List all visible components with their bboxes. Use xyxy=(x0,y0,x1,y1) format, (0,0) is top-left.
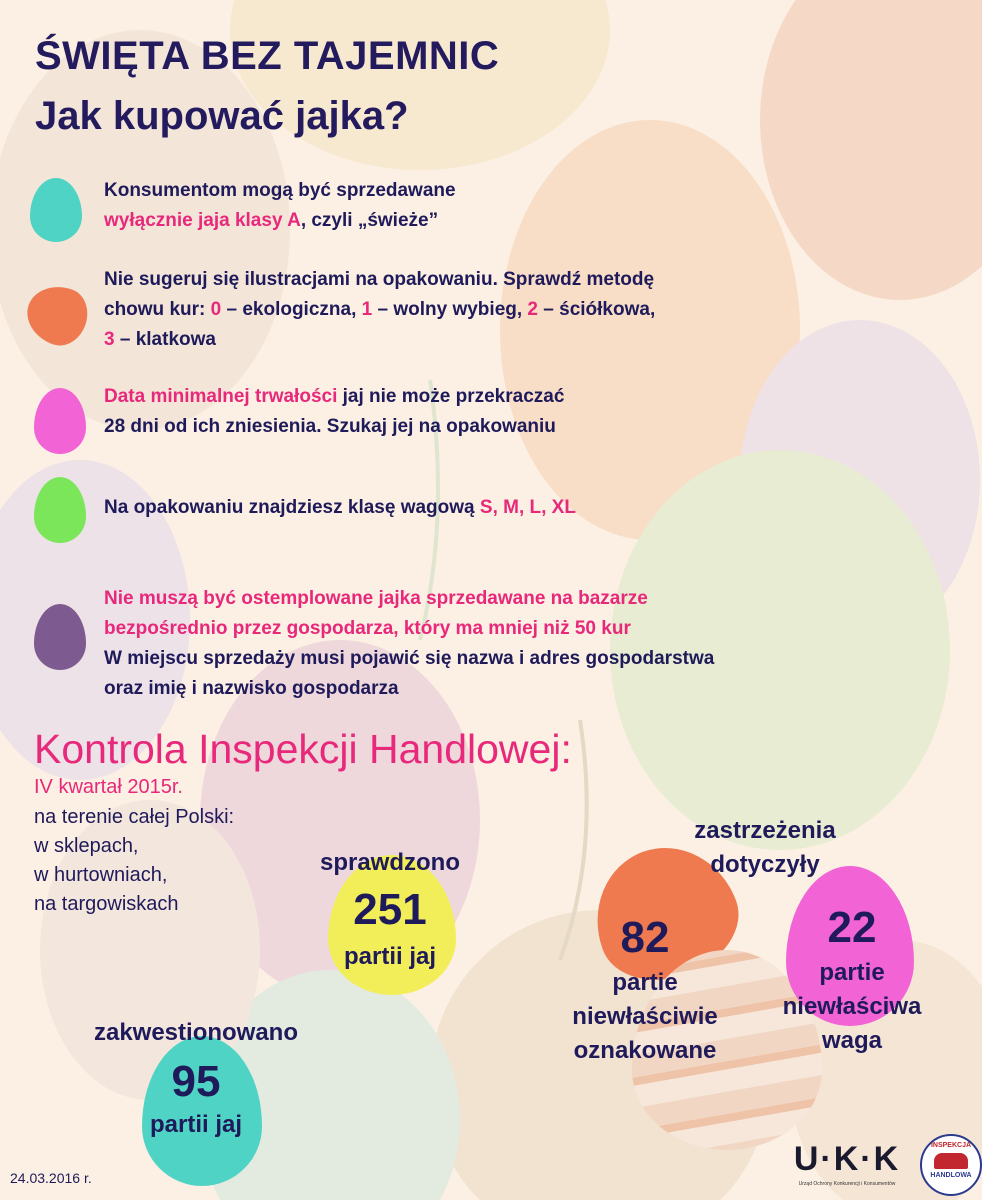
stat-questioned-label: zakwestionowano xyxy=(93,1019,299,1046)
point-5-line-2: bezpośrednio przez gospodarza, który ma mniej niż 50 kur xyxy=(104,618,631,639)
uokik-logo xyxy=(786,1140,908,1190)
publication-date: 24.03.2016 r. xyxy=(10,1170,92,1186)
stat-questioned xyxy=(56,1018,336,1140)
point-5-line-3: W miejscu sprzedaży musi pojawić się nazwa i adres gospodarstwa xyxy=(104,648,715,669)
stat-checked-value: 251 xyxy=(353,885,427,934)
stat-weight-unit: niewłaściwa xyxy=(782,993,922,1020)
stat-mislabeled xyxy=(520,912,770,1066)
region-line: w hurtowniach, xyxy=(34,864,168,886)
code-2: 2 xyxy=(527,299,538,320)
point-2-line-1: Nie sugeruj się ilustracjami na opakowaniu. Sprawdź metodę xyxy=(104,269,655,290)
point-1-line-2 xyxy=(104,206,456,236)
point-farming-method xyxy=(104,265,655,355)
point-3-line-1 xyxy=(104,382,564,412)
stat-mislabeled-value: 82 xyxy=(620,913,670,962)
point-5-line-1: Nie muszą być ostemplowane jajka sprzedawane na bazarze xyxy=(104,588,648,609)
stat-weight-unit: partie xyxy=(819,959,885,986)
stat-checked-label: sprawdzono xyxy=(319,849,460,876)
region-line: w sklepach, xyxy=(34,835,139,857)
stat-weight-value: 22 xyxy=(827,903,877,952)
point-weight-class xyxy=(104,493,576,523)
kontrola-period: IV kwartał 2015r. xyxy=(34,776,183,798)
page-subtitle: Jak kupować jajka? xyxy=(35,94,409,138)
code-3: 3 xyxy=(104,329,115,350)
code-0: 0 xyxy=(210,299,222,320)
ih-logo-emblem xyxy=(934,1153,968,1169)
inspekcja-handlowa-logo xyxy=(920,1134,982,1196)
concerns-label xyxy=(650,816,880,880)
page-title: ŚWIĘTA BEZ TAJEMNIC xyxy=(35,34,500,78)
point-3-line-2: 28 dni od ich zniesienia. Szukaj jej na opakowaniu xyxy=(104,416,556,437)
point-1-highlight: wyłącznie jaja klasy A xyxy=(104,210,301,231)
stat-questioned-value: 95 xyxy=(171,1057,221,1106)
point-fresh-eggs xyxy=(104,176,456,236)
stat-weight-unit: waga xyxy=(821,1027,883,1054)
region-line: na terenie całej Polski: xyxy=(34,806,235,828)
point-best-before xyxy=(104,382,564,442)
stat-mislabeled-unit: niewłaściwie xyxy=(572,1003,718,1030)
kontrola-region xyxy=(34,803,234,919)
point-1-rest: , czyli „świeże” xyxy=(300,210,439,231)
point-2-prefix: chowu kur: xyxy=(104,299,211,320)
point-4-text: Na opakowaniu znajdziesz klasę wagową xyxy=(104,497,480,518)
point-stamping xyxy=(104,584,714,704)
ih-logo-bottom-text: HANDLOWA xyxy=(930,1172,972,1179)
point-2-line-3 xyxy=(104,325,655,355)
uokik-caption: Urząd Ochrony Konkurencji i Konsumentów xyxy=(798,1181,896,1187)
concerns-line: zastrzeżenia xyxy=(694,817,836,844)
point-5-line-4: oraz imię i nazwisko gospodarza xyxy=(104,678,399,699)
code-2-text: – ściółkowa, xyxy=(538,299,656,320)
code-1-text: – wolny wybieg, xyxy=(372,299,528,320)
code-1: 1 xyxy=(361,299,373,320)
stat-checked-unit: partii jaj xyxy=(343,943,437,970)
stat-mislabeled-unit: oznakowane xyxy=(573,1037,717,1064)
kontrola-heading: Kontrola Inspekcji Handlowej: xyxy=(34,726,572,772)
concerns-line: dotyczyły xyxy=(710,851,820,878)
point-4-highlight: S, M, L, XL xyxy=(479,497,576,518)
code-3-text: – klatkowa xyxy=(114,329,216,350)
stat-mislabeled-unit: partie xyxy=(612,969,678,996)
point-1-line-1: Konsumentom mogą być sprzedawane xyxy=(104,180,456,201)
stat-questioned-unit: partii jaj xyxy=(149,1111,243,1138)
ih-logo-top-text: INSPEKCJA xyxy=(930,1142,972,1149)
region-line: na targowiskach xyxy=(34,893,179,915)
point-3-rest: jaj nie może przekraczać xyxy=(337,386,565,407)
uokik-logo-text: U·K·K xyxy=(793,1140,901,1178)
point-2-line-2 xyxy=(104,295,655,325)
point-3-highlight: Data minimalnej trwałości xyxy=(104,386,338,407)
stat-checked xyxy=(290,848,490,972)
code-0-text: – ekologiczna, xyxy=(221,299,362,320)
stat-weight xyxy=(742,902,962,1056)
